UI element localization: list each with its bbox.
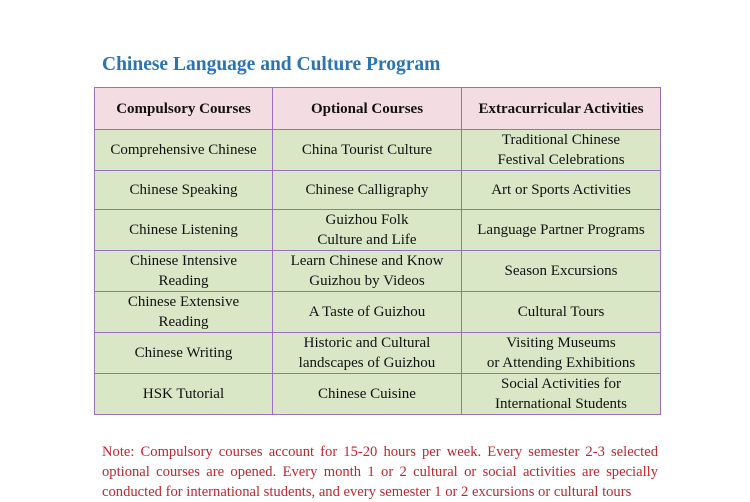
cell-text-line: A Taste of Guizhou bbox=[308, 304, 426, 320]
cell-text-line: Chinese Intensive bbox=[129, 253, 238, 269]
optional-course-cell bbox=[273, 210, 462, 251]
activity-cell bbox=[462, 130, 661, 171]
cell-text-line: Language Partner Programs bbox=[477, 222, 645, 238]
cell-text-line: Chinese Calligraphy bbox=[305, 182, 429, 198]
activity-cell bbox=[462, 171, 661, 210]
activity-cell bbox=[462, 251, 661, 292]
activity-cell bbox=[462, 210, 661, 251]
table-row bbox=[95, 333, 661, 374]
cell-text-line: Art or Sports Activities bbox=[491, 182, 631, 198]
header-compulsory-courses: Compulsory Courses bbox=[95, 88, 273, 130]
cell-text-line: Cultural Tours bbox=[517, 304, 605, 320]
table-row bbox=[95, 374, 661, 415]
activity-cell bbox=[462, 333, 661, 374]
cell-text-line: Comprehensive Chinese bbox=[110, 142, 257, 158]
header-extracurricular-activities: Extracurricular Activities bbox=[462, 88, 661, 130]
cell-text-line: Traditional Chinese bbox=[501, 132, 621, 148]
compulsory-course-cell bbox=[95, 292, 273, 333]
optional-course-cell bbox=[273, 130, 462, 171]
table-row bbox=[95, 210, 661, 251]
cell-text-line: Visiting Museums bbox=[506, 335, 616, 351]
table-row bbox=[95, 171, 661, 210]
cell-text-line: Chinese Listening bbox=[129, 222, 238, 238]
optional-course-cell bbox=[273, 171, 462, 210]
optional-course-cell bbox=[273, 374, 462, 415]
table-header-row bbox=[95, 88, 661, 130]
optional-course-cell bbox=[273, 251, 462, 292]
compulsory-course-cell bbox=[95, 130, 273, 171]
cell-text-line: Reading bbox=[158, 273, 209, 289]
compulsory-course-cell bbox=[95, 374, 273, 415]
cell-text-line: Chinese Speaking bbox=[129, 182, 238, 198]
note-text: Note: Compulsory courses account for 15-20 hours per week. Every semester 2-3 selected optional courses are opened. Every month 1 or 2 cultural or social activities are specially conducted for international students, and every semester 1 or 2 excursions or cultural tours bbox=[102, 444, 658, 500]
header-optional-courses: Optional Courses bbox=[273, 88, 462, 130]
cell-text-line: Chinese Extensive bbox=[127, 294, 240, 310]
course-table bbox=[94, 87, 661, 415]
cell-text-line: Learn Chinese and Know bbox=[290, 253, 444, 269]
compulsory-course-cell bbox=[95, 251, 273, 292]
cell-text-line: Chinese Cuisine bbox=[318, 386, 416, 402]
cell-text-line: Guizhou Folk bbox=[325, 212, 409, 228]
cell-text-line: Guizhou by Videos bbox=[309, 273, 425, 289]
table-body bbox=[95, 130, 661, 415]
page-title: Chinese Language and Culture Program bbox=[102, 54, 441, 75]
cell-text-line: Festival Celebrations bbox=[497, 152, 625, 168]
cell-text-line: Culture and Life bbox=[317, 232, 417, 248]
activity-cell bbox=[462, 292, 661, 333]
optional-course-cell bbox=[273, 333, 462, 374]
cell-text-line: Historic and Cultural bbox=[303, 335, 431, 351]
cell-text-line: International Students bbox=[494, 396, 628, 412]
cell-text-line: or Attending Exhibitions bbox=[486, 355, 636, 371]
table-row bbox=[95, 130, 661, 171]
table-row bbox=[95, 251, 661, 292]
cell-text-line: landscapes of Guizhou bbox=[298, 355, 436, 371]
compulsory-course-cell bbox=[95, 333, 273, 374]
table-row bbox=[95, 292, 661, 333]
compulsory-course-cell bbox=[95, 171, 273, 210]
activity-cell bbox=[462, 374, 661, 415]
cell-text-line: HSK Tutorial bbox=[142, 386, 225, 402]
cell-text-line: Social Activities for bbox=[501, 376, 621, 392]
optional-course-cell bbox=[273, 292, 462, 333]
cell-text-line: Chinese Writing bbox=[134, 345, 233, 361]
cell-text-line: China Tourist Culture bbox=[301, 142, 433, 158]
cell-text-line: Reading bbox=[158, 314, 209, 330]
compulsory-course-cell bbox=[95, 210, 273, 251]
cell-text-line: Season Excursions bbox=[504, 263, 618, 279]
